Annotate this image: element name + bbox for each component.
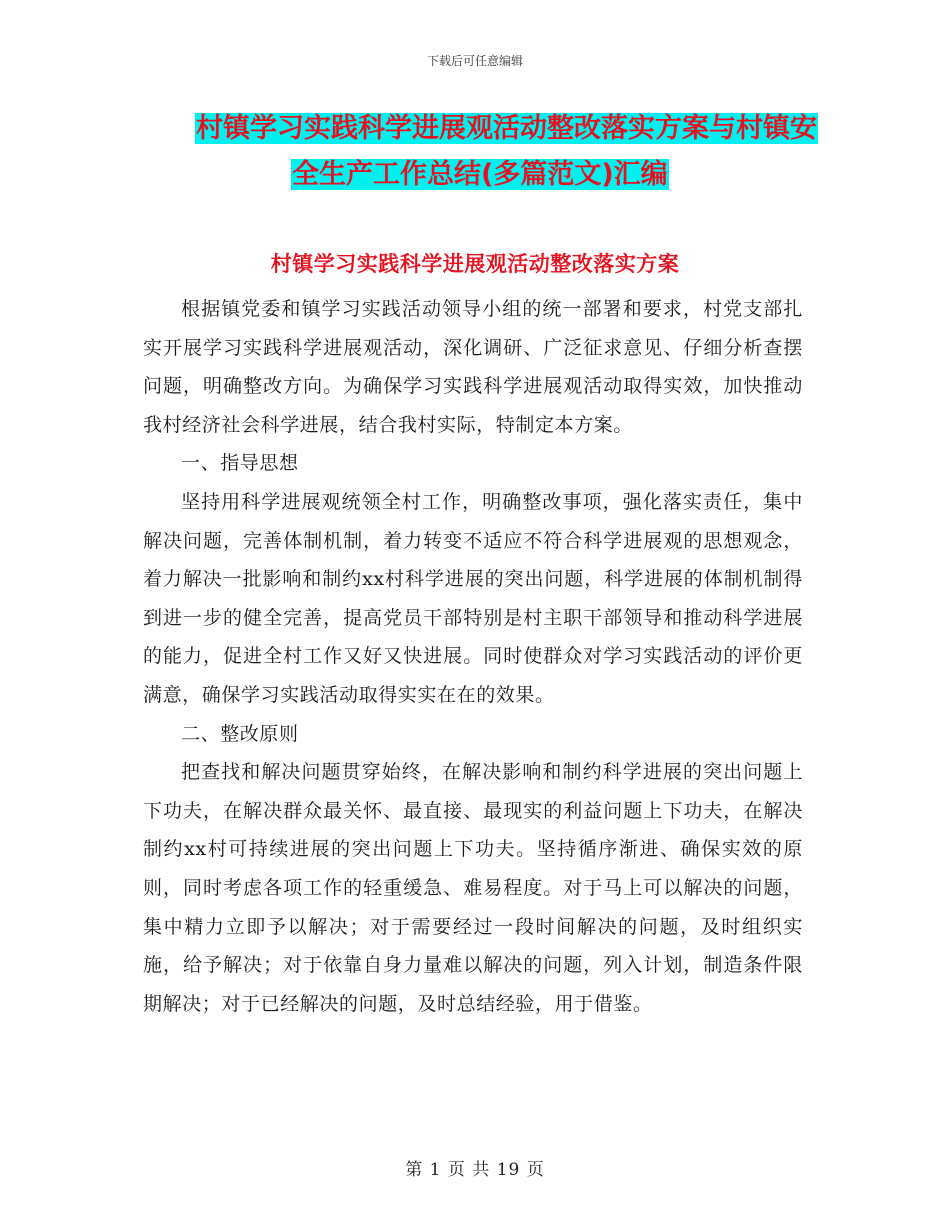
- paragraph-guiding-ideology: 坚持用科学进展观统领全村工作，明确整改事项，强化落实责任，集中解决问题，完善体制机制，着力转变不适应不符合科学进展观的思想观念，着力解决一批影响和制约xx村科学进展的突出问题，科学进展的体制机制得到进一步的健全完善，提高党员干部特别是村主职干部领导和推动科学进展的能力，促进全村工作又好又快进展。同时使群众对学习实践活动的评价更满意，确保学习实践活动取得实实在在的效果。: [143, 490, 803, 706]
- paragraph-rectification-principles: 把查找和解决问题贯穿始终，在解决影响和制约科学进展的突出问题上下功夫，在解决群众最关怀、最直接、最现实的利益问题上下功夫，在解决制约xx村可持续进展的突出问题上下功夫。坚持循序渐进、确保实效的原则，同时考虑各项工作的轻重缓急、难易程度。对于马上可以解决的问题，集中精力立即予以解决；对于需要经过一段时间解决的问题，及时组织实施，给予解决；对于依靠自身力量难以解决的问题，列入计划，制造条件限期解决；对于已经解决的问题，及时总结经验，用于借鉴。: [143, 761, 803, 1015]
- header-note: 下载后可任意编辑: [426, 54, 523, 68]
- document-title-text-2: 全生产工作总结(多篇范文)汇编: [292, 159, 668, 190]
- section-title: 村镇学习实践科学进展观活动整改落实方案: [270, 252, 680, 276]
- heading-guiding-ideology: 一、指导思想: [181, 452, 299, 475]
- document-title-line-1: [195, 110, 895, 148]
- document-body: [143, 290, 803, 1023]
- paragraph-intro: 根据镇党委和镇学习实践活动领导小组的统一部署和要求，村党支部扎实开展学习实践科学进展观活动，深化调研、广泛征求意见、仔细分析查摆问题，明确整改方向。为确保学习实践科学进展观活动取得实效，加快推动我村经济社会科学进展，结合我村实际，特制定本方案。: [143, 298, 803, 436]
- page-footer: 第 1 页 共 19 页: [405, 1160, 545, 1180]
- document-title-line-2: [291, 156, 950, 194]
- heading-rectification-principles: 二、整改原则: [181, 722, 299, 745]
- document-title-text-1: 村镇学习实践科学进展观活动整改落实方案与村镇安: [196, 113, 817, 144]
